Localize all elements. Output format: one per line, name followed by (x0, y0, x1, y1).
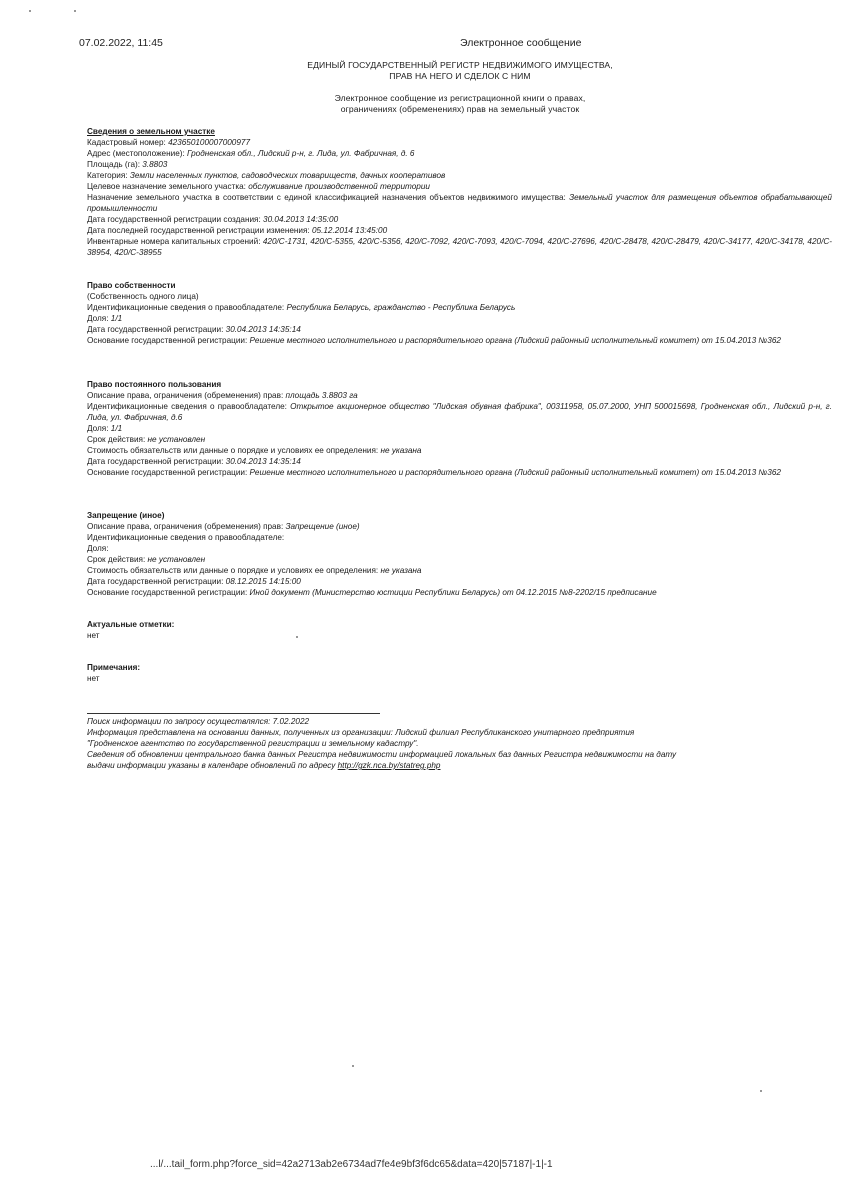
description-row: Описание права, ограничения (обременения) прав: площадь 3.8803 га (87, 391, 358, 400)
scan-speck (296, 636, 298, 638)
land-plot-section (87, 126, 832, 258)
share-row: Доля: 1/1 (87, 424, 123, 433)
basis-row: Основание государственной регистрации: Иной документ (Министерство юстиции Республики Беларусь) от 04.12.2015 №8-2202/15 предписание (87, 588, 657, 597)
search-date-note: Поиск информации по запросу осуществлялся: 7.02.2022 (87, 717, 310, 726)
inventory-row: Инвентарные номера капитальных строений: 420/C-1731, 420/C-5355, 420/C-5356, 420/C-7092, 420/C-7093, 420/C-7094, 420/C-27696, 420/C-28478, 420/C-28479, 420/C-34177, 420/C-34178, 420/C-38954, 420/C-38955 (87, 237, 833, 257)
scan-speck (74, 10, 76, 12)
holder-row: Идентификационные сведения о правообладателе: (87, 533, 285, 542)
created-date-row: Дата государственной регистрации создания: 30.04.2013 14:35:00 (87, 215, 339, 224)
update-note-line-1: Сведения об обновлении центрального банка данных Регистра недвижимости информацией локальных баз данных Регистра недвижимости на дату (87, 750, 677, 759)
regdate-row: Дата государственной регистрации: 30.04.2013 14:35:14 (87, 457, 301, 466)
marks-value: нет (87, 631, 100, 640)
section-heading: Примечания: (87, 663, 141, 672)
term-row: Срок действия: не установлен (87, 555, 206, 564)
holder-row: Идентификационные сведения о правообладателе: Республика Беларусь, гражданство - Республика Беларусь (87, 303, 516, 312)
notes-section (87, 662, 832, 684)
section-heading: Запрещение (иное) (87, 511, 165, 520)
section-heading: Актуальные отметки: (87, 620, 175, 629)
area-row: Площадь (га): 3.8803 (87, 160, 168, 169)
cost-row: Стоимость обязательств или данные о порядке и условиях ее определения: не указана (87, 446, 422, 455)
document-type: Электронное сообщение (460, 37, 582, 49)
purpose-row: Целевое назначение земельного участка: обслуживание производственной территории (87, 182, 430, 191)
subtitle-line-2: ограничениях (обременениях) прав на земельный участок (340, 104, 580, 114)
prohibition-section (87, 510, 832, 598)
changed-date-row: Дата последней государственной регистрации изменения: 05.12.2014 13:45:00 (87, 226, 388, 235)
scan-speck (352, 1065, 354, 1067)
subtitle-line-1: Электронное сообщение из регистрационной книги о правах, (334, 93, 586, 103)
footer-notes (87, 716, 832, 771)
section-heading: Право постоянного пользования (87, 380, 222, 389)
separator-line (87, 713, 380, 714)
cadastre-row: Кадастровый номер: 423650100007000977 (87, 138, 251, 147)
category-row: Категория: Земли населенных пунктов, садоводческих товариществ, дачных кооперативов (87, 171, 446, 180)
document-title (120, 60, 800, 82)
regdate-row: Дата государственной регистрации: 30.04.2013 14:35:14 (87, 325, 301, 334)
print-datetime: 07.02.2022, 11:45 (79, 37, 163, 49)
scan-speck (760, 1090, 762, 1092)
title-line-1: ЕДИНЫЙ ГОСУДАРСТВЕННЫЙ РЕГИСТР НЕДВИЖИМОГО ИМУЩЕСТВА, (307, 60, 613, 70)
basis-row: Основание государственной регистрации: Решение местного исполнительного и распорядительного органа (Лидский районный исполнительный комитет) от 15.04.2013 №362 (87, 468, 781, 477)
basis-row: Основание государственной регистрации: Решение местного исполнительного и распорядительного органа (Лидский районный исполнительный комитет) от 15.04.2013 №362 (87, 336, 781, 345)
term-row: Срок действия: не установлен (87, 435, 206, 444)
document-subtitle (120, 93, 800, 115)
classification-row: Назначение земельного участка в соответствии с единой классификацией назначения объектов недвижимого имущества: Земельный участок для размещения объектов обрабатывающей промышленности (87, 193, 832, 213)
source-note-line-1: Информация представлена на основании данных, полученных из организации: Лидский филиал Республиканского унитарного предприятия (87, 728, 635, 737)
title-line-2: ПРАВ НА НЕГО И СДЕЛОК С НИМ (389, 71, 531, 81)
description-row: Описание права, ограничения (обременения) прав: Запрещение (иное) (87, 522, 360, 531)
calendar-link[interactable]: http://gzk.nca.by/statreg.php (337, 761, 441, 770)
share-row: Доля: 1/1 (87, 314, 123, 323)
scan-speck (29, 10, 31, 12)
share-row: Доля: (87, 544, 109, 553)
ownership-section (87, 280, 832, 346)
current-marks-section (87, 619, 832, 641)
ownership-kind: (Собственность одного лица) (87, 292, 199, 301)
holder-row: Идентификационные сведения о правообладателе: Открытое акционерное общество "Лидская обувная фабрика", 00311958, 05.07.2000, УНП 500015698, Гродненская обл., Лидский р-н, г. Лида, ул. Фабричная, д.6 (87, 402, 832, 422)
cost-row: Стоимость обязательств или данные о порядке и условиях ее определения: не указана (87, 566, 422, 575)
update-note-line-2: выдачи информации указаны в календаре обновлений по адресу (87, 761, 338, 770)
source-note-line-2: "Гродненское агентство по государственной регистрации и земельному кадастру". (87, 739, 419, 748)
page-url: ...l/...tail_form.php?force_sid=42a2713ab2e6734ad7fe4e9bf3f6dc65&data=420|57187|-1|-1 (150, 1159, 553, 1170)
section-heading: Право собственности (87, 281, 176, 290)
regdate-row: Дата государственной регистрации: 08.12.2015 14:15:00 (87, 577, 301, 586)
permanent-use-section (87, 379, 832, 478)
address-row: Адрес (местоположение): Гродненская обл., Лидский р-н, г. Лида, ул. Фабричная, д. 6 (87, 149, 415, 158)
section-heading: Сведения о земельном участке (87, 127, 215, 136)
notes-value: нет (87, 674, 100, 683)
